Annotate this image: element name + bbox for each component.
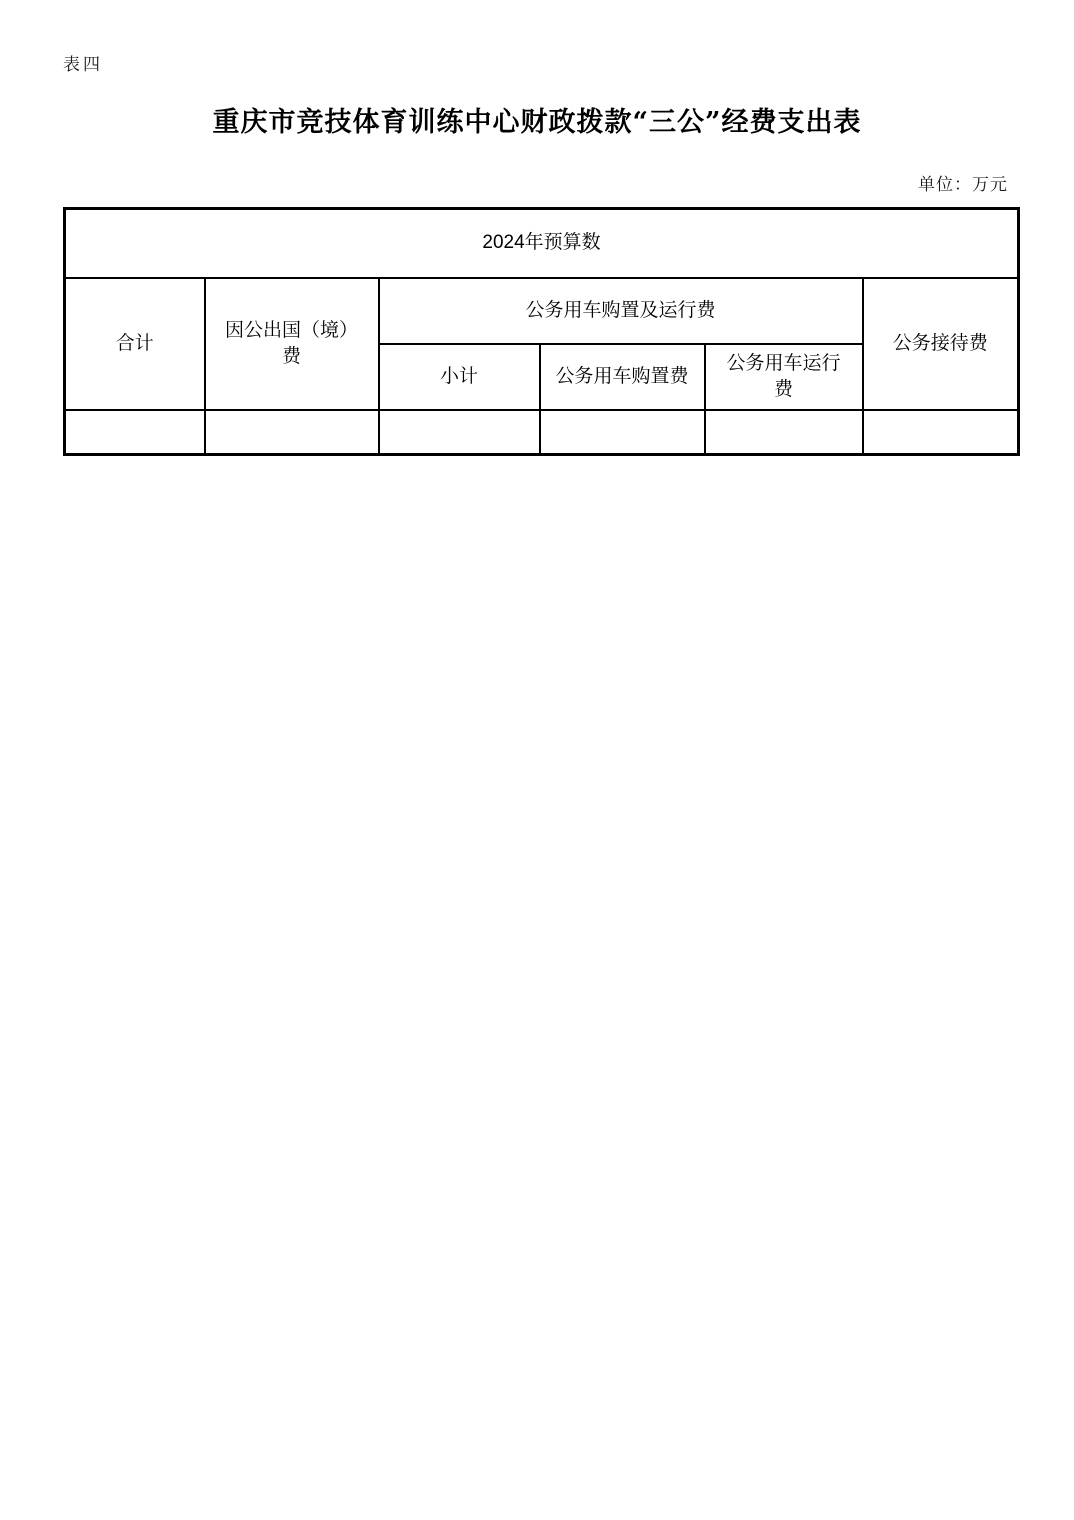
cell-abroad xyxy=(205,410,379,455)
cell-total xyxy=(65,410,205,455)
table-row xyxy=(65,410,1019,455)
cell-vehicle-purchase xyxy=(540,410,705,455)
col-header-total: 合计 xyxy=(65,278,205,410)
cell-vehicle-operation xyxy=(705,410,863,455)
col-header-vehicle-operation: 公务用车运行费 xyxy=(705,344,863,410)
col-header-vehicle-group: 公务用车购置及运行费 xyxy=(379,278,863,344)
unit-note: 单位：万元 xyxy=(918,175,1008,195)
year-header-cell: 2024年预算数 xyxy=(65,209,1019,278)
column-header-row xyxy=(65,278,1019,344)
table-number-label: 表四 xyxy=(63,55,103,75)
col-header-reception: 公务接待费 xyxy=(863,278,1019,410)
col-header-vehicle-purchase: 公务用车购置费 xyxy=(540,344,705,410)
page-title: 重庆市竞技体育训练中心财政拨款“三公”经费支出表 xyxy=(212,107,862,138)
year-header-row xyxy=(65,209,1019,278)
budget-table xyxy=(63,207,1020,456)
cell-vehicle-subtotal xyxy=(379,410,540,455)
col-header-vehicle-subtotal: 小计 xyxy=(379,344,540,410)
cell-reception xyxy=(863,410,1019,455)
col-header-abroad: 因公出国（境）费 xyxy=(205,278,379,410)
